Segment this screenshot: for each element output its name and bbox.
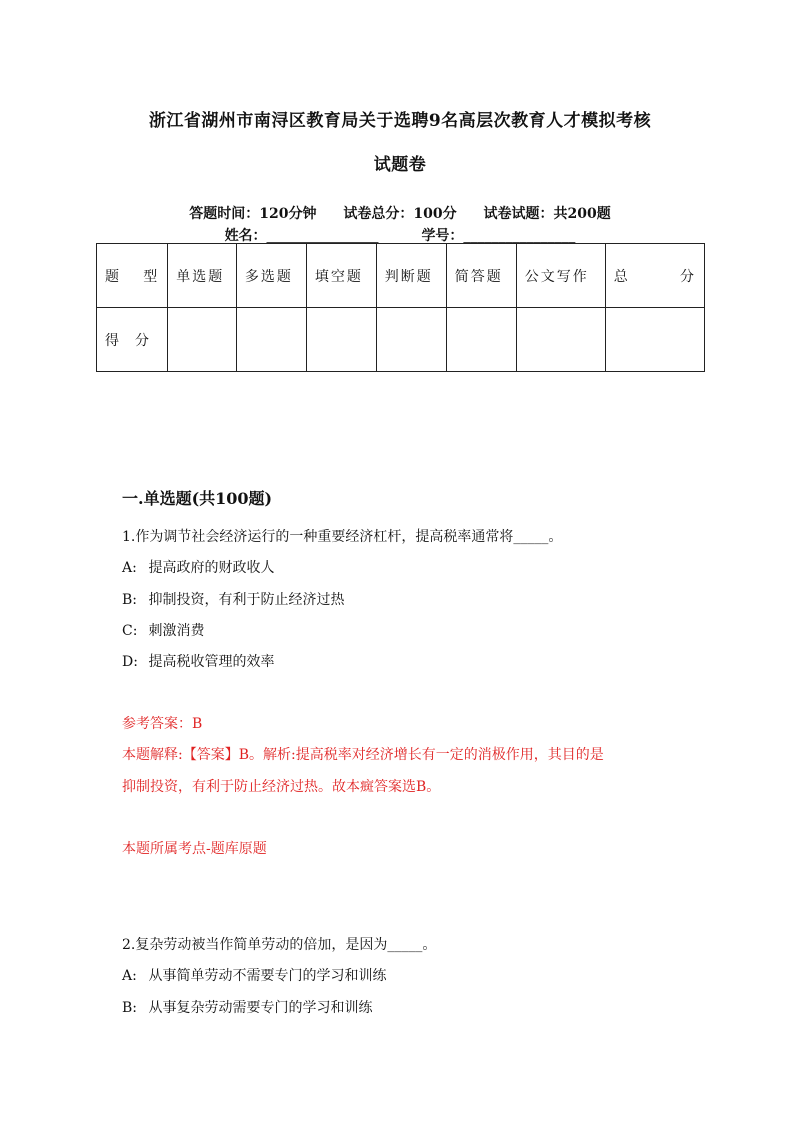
option-text: 从事复杂劳动需要专门的学习和训练 <box>148 1000 373 1016</box>
question-1-option-c <box>122 620 204 640</box>
option-text: 抑制投资，有利于防止经济过热 <box>148 592 345 608</box>
score-table <box>96 243 705 372</box>
column-total <box>605 244 704 308</box>
option-text: 提高税收管理的效率 <box>148 654 275 670</box>
column-short-answer: 简答题 <box>446 244 516 308</box>
header-label-char-b: 型 <box>143 268 160 285</box>
score-label-char-b: 分 <box>135 332 151 349</box>
score-label-cell <box>97 308 168 372</box>
question-1-stem: 1.作为调节社会经济运行的一种重要经济杠杆，提高税率通常将_____。 <box>122 529 563 545</box>
score-cell <box>516 308 605 372</box>
document-title-line2: 试题卷 <box>373 155 427 175</box>
score-cell <box>306 308 376 372</box>
question-1-explanation-line2: 抑制投资，有利于防止经济过热。故本癍答案选B。 <box>122 779 441 795</box>
column-multiple-choice: 多选题 <box>236 244 306 308</box>
option-key: A: <box>122 560 137 576</box>
score-cell <box>236 308 306 372</box>
question-1-option-b <box>122 589 344 609</box>
question-2-option-a <box>122 965 386 985</box>
total-char-b: 分 <box>680 268 696 285</box>
column-fill-blank: 填空题 <box>306 244 376 308</box>
score-label-char-a: 得 <box>105 332 121 349</box>
exam-time: 答题时间：120分钟 <box>189 206 317 222</box>
option-key: B: <box>122 592 138 608</box>
score-cell <box>605 308 704 372</box>
column-true-false: 判断题 <box>376 244 446 308</box>
question-2-stem: 2.复杂劳动被当作简单劳动的倍加，是因为_____。 <box>122 937 437 953</box>
total-char-a: 总 <box>613 268 630 285</box>
exam-info-row <box>0 203 800 223</box>
question-1-explanation-line1: 本题解释:【答案】B。解析:提高税率对经济增长有一定的消极作用，其目的是 <box>122 747 604 763</box>
exam-question-count: 试卷试题：共200题 <box>483 206 611 222</box>
score-table-header-row <box>97 244 705 308</box>
student-id-field: 学号：________________ <box>421 228 576 244</box>
question-1-option-a <box>122 557 274 577</box>
candidate-info-row <box>0 225 800 245</box>
name-field: 姓名：________________ <box>224 228 379 244</box>
option-key: D: <box>122 654 138 670</box>
question-1-knowledge-point: 本题所属考点-题库原题 <box>122 841 267 857</box>
document-title-line1: 浙江省湖州市南浔区教育局关于选聘9名高层次教育人才模拟考核 <box>148 111 652 131</box>
option-key: B: <box>122 1000 138 1016</box>
question-1-option-d <box>122 651 274 671</box>
question-1-answer: 参考答案：B <box>122 716 203 732</box>
option-text: 提高政府的财政收人 <box>148 560 275 576</box>
header-label-cell <box>97 244 168 308</box>
option-key: C: <box>122 623 138 639</box>
column-official-writing: 公文写作 <box>516 244 605 308</box>
score-cell <box>168 308 237 372</box>
option-key: A: <box>122 968 137 984</box>
score-cell <box>446 308 516 372</box>
score-table-score-row <box>97 308 705 372</box>
column-single-choice: 单选题 <box>168 244 237 308</box>
option-text: 从事简单劳动不需要专门的学习和训练 <box>148 968 387 984</box>
question-2-option-b <box>122 997 372 1017</box>
score-cell <box>376 308 446 372</box>
option-text: 刺激消费 <box>148 623 205 639</box>
section-title: 一.单选题(共100题) <box>122 489 273 508</box>
exam-total-score: 试卷总分：100分 <box>343 206 457 222</box>
header-label-char-a: 题 <box>105 268 121 285</box>
